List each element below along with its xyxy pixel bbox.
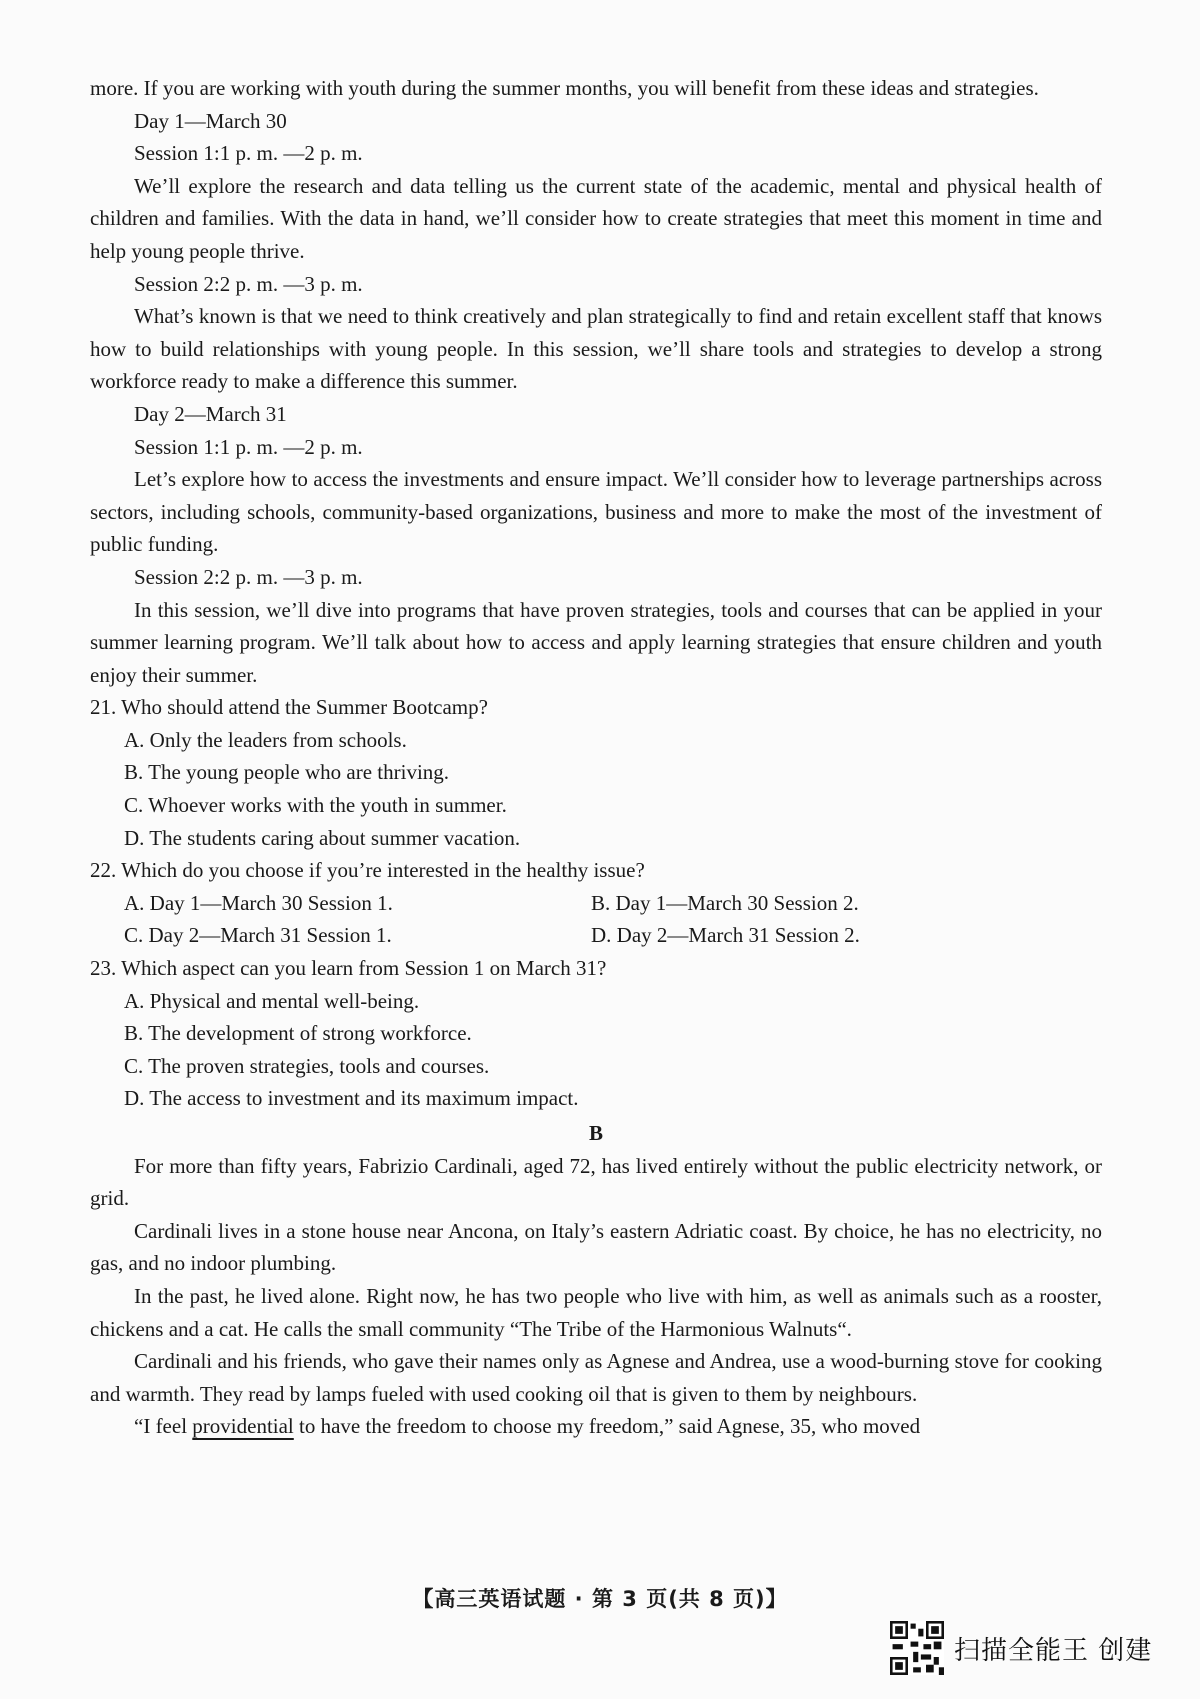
- option-a: A. Only the leaders from schools.: [124, 727, 407, 752]
- option-d: D. The students caring about summer vacation.: [124, 825, 521, 850]
- option-d: D. The access to investment and its maximum impact.: [124, 1086, 579, 1111]
- page-footer: 【高三英语试题 · 第 3 页(共 8 页)】: [412, 1587, 788, 1611]
- options-row-1: [90, 887, 1102, 920]
- day2-session1-text: Let’s explore how to access the investments and ensure impact. We’ll consider how to leverage partnerships across sectors, including schools, community-based organizations, business and more to make the most of the investment of public funding.: [90, 467, 1102, 557]
- section-b-paragraph-4: Cardinali and his friends, who gave their names only as Agnese and Andrea, use a wood-burning stove for cooking and warmth. They read by lamps fueled with used cooking oil that is given to them by neighbours.: [90, 1349, 1102, 1406]
- question-stem: 23. Which aspect can you learn from Session 1 on March 31?: [90, 956, 607, 981]
- option-c: C. Day 2—March 31 Session 1.: [124, 923, 392, 948]
- option-a: A. Day 1—March 30 Session 1.: [124, 890, 393, 915]
- section-b-paragraph-2: Cardinali lives in a stone house near Ancona, on Italy’s eastern Adriatic coast. By choice, he has no electricity, no gas, and no indoor plumbing.: [90, 1218, 1102, 1276]
- options-row-2: [90, 919, 1102, 952]
- day2-session2-text: In this session, we’ll dive into programs that have proven strategies, tools and courses that can be applied in your summer learning program. We’ll talk about how to access and apply learning strategies that ensure children and youth enjoy their summer.: [90, 597, 1102, 687]
- quote-before: “I feel: [134, 1414, 193, 1439]
- option-c: C. Whoever works with the youth in summer.: [124, 793, 507, 818]
- option-b: B. Day 1—March 30 Session 2.: [591, 890, 859, 915]
- option-a: A. Physical and mental well-being.: [124, 988, 420, 1013]
- qr-code-icon: [890, 1621, 944, 1675]
- section-b-paragraph-5: [90, 1410, 1102, 1443]
- option-b: B. The young people who are thriving.: [124, 760, 450, 785]
- option-d: D. Day 2—March 31 Session 2.: [591, 923, 860, 948]
- day1-session1-time: Session 1:1 p. m. —2 p. m.: [134, 141, 363, 166]
- underlined-word: providential: [192, 1414, 294, 1439]
- section-b-heading: B: [588, 1121, 603, 1145]
- scanner-watermark-text: 扫描全能王 创建: [954, 1635, 1153, 1666]
- day2-session1-time: Session 1:1 p. m. —2 p. m.: [134, 434, 363, 459]
- section-b-paragraph-1: For more than fifty years, Fabrizio Cardinali, aged 72, has lived entirely without the public electricity network, or grid.: [90, 1153, 1102, 1211]
- question-23: [90, 952, 1102, 1115]
- question-stem: 22. Which do you choose if you’re interested in the healthy issue?: [90, 858, 645, 883]
- day1-session2-time: Session 2:2 p. m. —3 p. m.: [134, 271, 363, 296]
- option-b: B. The development of strong workforce.: [124, 1021, 472, 1046]
- scanner-watermark: [890, 1620, 1152, 1676]
- day1-session2-text: What’s known is that we need to think creatively and plan strategically to find and retain excellent staff that knows how to build relationships with young people. In this session, we’ll share tools and strategies to develop a strong workforce ready to make a difference this summer.: [90, 304, 1102, 394]
- question-stem: 21. Who should attend the Summer Bootcamp?: [90, 695, 488, 720]
- day1-label: Day 1—March 30: [134, 108, 287, 133]
- day1-session1-text: We’ll explore the research and data telling us the current state of the academic, mental and physical health of children and families. With the data in hand, we’ll consider how to create strategies that meet this moment in time and help young people thrive.: [90, 173, 1102, 263]
- question-21: [90, 691, 1102, 854]
- section-b-paragraph-3: In the past, he lived alone. Right now, he has two people who live with him, as well as animals such as a rooster, chickens and a cat. He calls the small community “The Tribe of the Harmonious Walnuts“.: [90, 1283, 1102, 1341]
- page-content: [90, 72, 1102, 1443]
- quote-after: to have the freedom to choose my freedom,” said Agnese, 35, who moved: [293, 1414, 921, 1439]
- option-c: C. The proven strategies, tools and courses.: [124, 1053, 490, 1078]
- day2-label: Day 2—March 31: [134, 401, 287, 426]
- question-22: [90, 854, 1102, 952]
- intro-paragraph: more. If you are working with youth during the summer months, you will benefit from these ideas and strategies.: [90, 76, 1039, 100]
- day2-session2-time: Session 2:2 p. m. —3 p. m.: [134, 564, 363, 589]
